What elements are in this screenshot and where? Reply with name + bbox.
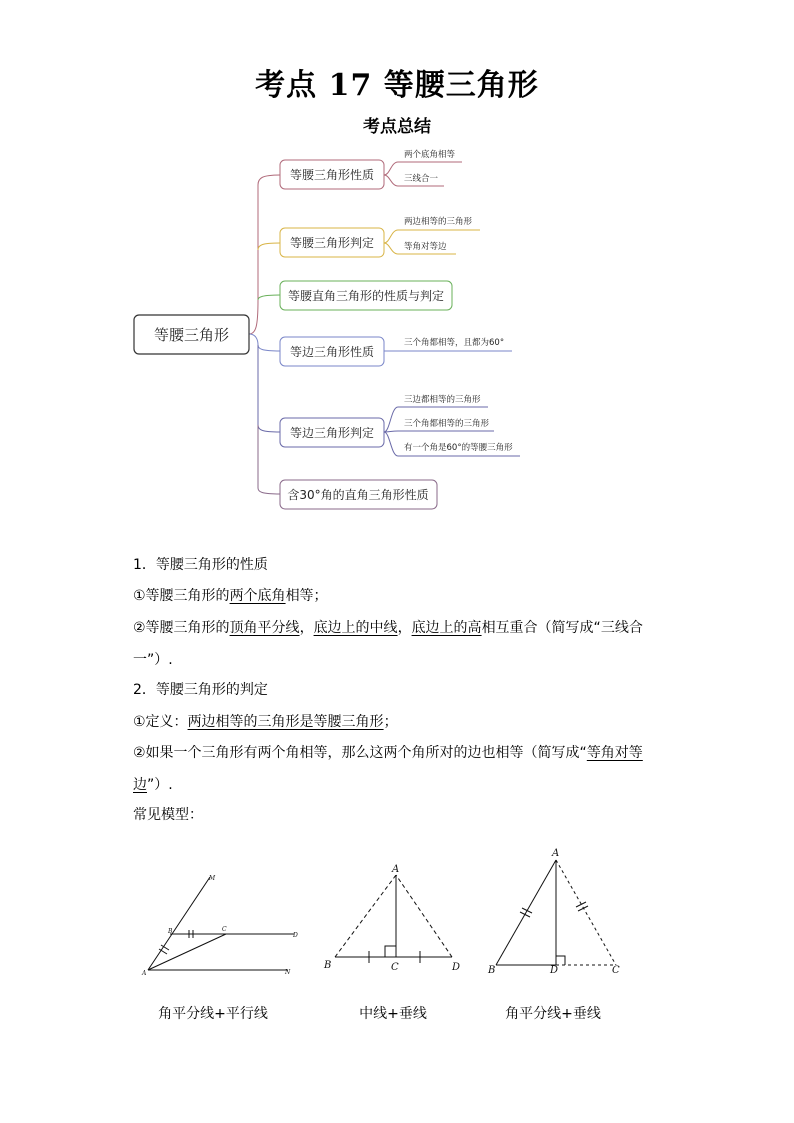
section-2-paragraph-1 (133, 706, 663, 738)
branch-label: 含30°角的直角三角形性质 (287, 488, 429, 502)
label-C: C (391, 962, 399, 973)
branch-isosceles-properties (280, 149, 462, 189)
underlined-term: 边 (133, 777, 147, 793)
label-A: A (142, 970, 147, 977)
label-M: M (209, 875, 216, 882)
leaf-label: 三个角都相等，且都为60° (404, 338, 505, 348)
label-D: D (550, 965, 559, 976)
text-run: ①等腰三角形的 (133, 588, 230, 604)
label-B: B (324, 960, 332, 971)
label-B: B (168, 928, 173, 935)
leaf-label: 三个角都相等的三角形 (404, 419, 490, 429)
section-subtitle: 考点总结 (363, 117, 431, 137)
label-D: D (293, 932, 298, 939)
mind-map-connectors (249, 175, 280, 494)
underlined-term: 等角对等 (586, 745, 643, 761)
label-A: A (392, 864, 400, 875)
underlined-term: 底边上的高 (411, 620, 482, 636)
branch-isosceles-criteria (280, 216, 480, 257)
geometry-figures (0, 840, 794, 1000)
leaf-label: 等角对等边 (404, 242, 447, 252)
figure-2-caption: 中线+垂线 (359, 1006, 427, 1022)
branch-label: 等边三角形判定 (289, 426, 375, 440)
section-1-paragraph-2 (133, 612, 663, 676)
branch-label: 等腰三角形性质 (289, 168, 375, 182)
root-label: 等腰三角形 (153, 326, 230, 344)
text-run: ”）. (147, 777, 173, 793)
label-D: D (452, 962, 461, 973)
label-C: C (612, 965, 620, 976)
text-run: 相等； (285, 588, 328, 604)
label-N: N (285, 969, 291, 976)
branch-equilateral-properties (280, 337, 512, 366)
page-title: 考点 17 等腰三角形 (255, 68, 539, 103)
text-run: ， (299, 620, 314, 636)
section-2-paragraph-2 (133, 737, 663, 801)
leaf-label: 两个底角相等 (404, 150, 456, 160)
text-run: 一”）. (133, 652, 173, 668)
underlined-term: 两个底角 (229, 588, 286, 604)
branch-equilateral-criteria (280, 394, 520, 456)
text-run: ； (383, 714, 398, 730)
label-B: B (488, 965, 496, 976)
branch-label: 等腰直角三角形的性质与判定 (287, 289, 445, 303)
figure-median-perpendicular (335, 875, 452, 963)
text-run: ②等腰三角形的 (133, 620, 230, 636)
branch-label: 等腰三角形判定 (289, 236, 375, 250)
figure-bisector-parallel (148, 877, 294, 970)
section-1-heading: 1．等腰三角形的性质 (133, 557, 268, 573)
underlined-term: 顶角平分线 (229, 620, 300, 636)
mind-map (0, 0, 794, 530)
leaf-label: 两边相等的三角形 (404, 217, 473, 227)
leaf-label: 三边都相等的三角形 (404, 395, 481, 405)
text-run: 相互重合（简写成“三线合 (481, 620, 643, 636)
figure-3-caption: 角平分线+垂线 (505, 1006, 601, 1022)
underlined-term: 两边相等的三角形是等腰三角形 (187, 714, 384, 730)
leaf-label: 有一个角是60°的等腰三角形 (404, 443, 513, 453)
text-run: ①定义： (133, 714, 188, 730)
text-run: ②如果一个三角形有两个角相等，那么这两个角所对的边也相等（简写成“ (133, 745, 587, 761)
figure-1-caption: 角平分线+平行线 (158, 1006, 268, 1022)
figure-bisector-perpendicular (496, 860, 616, 965)
label-C: C (222, 926, 227, 933)
underlined-term: 底边上的中线 (313, 620, 398, 636)
leaf-label: 三线合一 (404, 174, 439, 184)
branch-30-degree-right (280, 480, 437, 509)
branch-label: 等边三角形性质 (289, 345, 375, 359)
mind-map-root (134, 315, 249, 354)
models-heading: 常见模型： (133, 807, 203, 823)
branch-isosceles-right (280, 281, 452, 310)
section-1-paragraph-1 (133, 580, 663, 612)
label-A: A (552, 848, 560, 859)
text-run: ， (397, 620, 412, 636)
section-2-heading: 2．等腰三角形的判定 (133, 682, 268, 698)
